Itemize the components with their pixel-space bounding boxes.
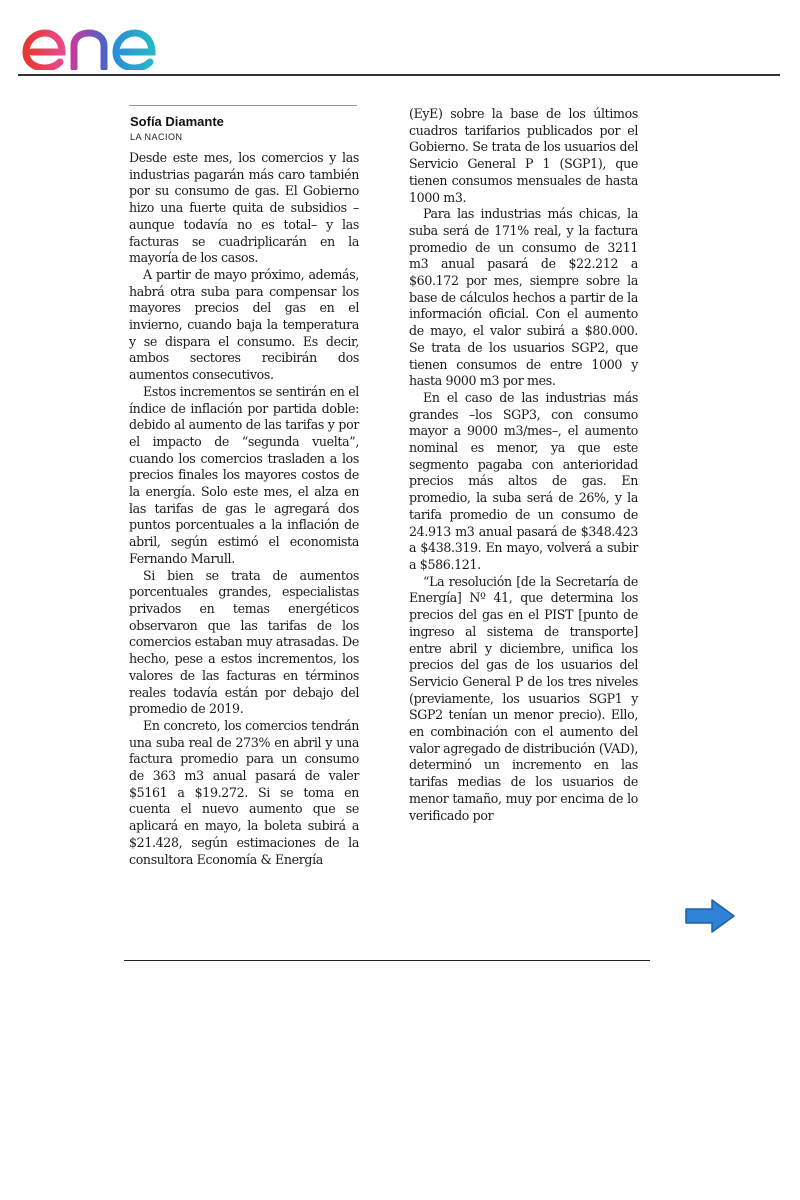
paragraph: En concreto, los comercios tendrán una suba real de 273% en abril y una factura promedio para un consumo de 363 m3 anual pasará de valer $5161 a $19.272. Si se toma en cuenta el nuevo aumento que se aplicará en mayo, la boleta subirá a $21.428, según estimaciones de la consultora Economía & Energía <box>129 717 359 867</box>
paragraph: “La resolución [de la Secretaría de Energía] Nº 41, que determina los precios del gas en el PIST [punto de ingreso al sistema de transporte] entre abril y diciembre, unifica los precios del gas de los usuarios del Servicio General P de los tres niveles (previamente, los usuarios SGP1 y SGP2 tenían un menor precio). Ello, en combinación con el aumento del valor agregado de distribución (VAD), determinó un incremento en las tarifas medias de los usuarios de menor tamaño, muy por encima de lo verificado por <box>409 573 638 823</box>
paragraph: Para las industrias más chicas, la suba será de 171% real, y la factura promedio de un consumo de 3211 m3 anual pasará de $22.212 a $60.172 por mes, siempre sobre la base de cálculos hechos a partir de la información oficial. Con el aumento de mayo, el valor subirá a $80.000. Se trata de los usuarios SGP2, que tienen consumos de entre 1000 y hasta 9000 m3 por mes. <box>409 206 638 389</box>
enel-logo <box>14 8 184 70</box>
article-column-2 <box>409 106 638 824</box>
footer-divider <box>124 960 650 961</box>
paragraph: Estos incrementos se sentirán en el índice de inflación por partida doble: debido al aumento de las tarifas y por el impacto de “segunda vuelta”, cuando los comercios trasladen a los precios finales los mayores costos de la energía. Solo este mes, el alza en las tarifas de gas le agregará dos puntos porcentuales a la inflación de abril, según estimó el economista Fernando Marull. <box>129 383 359 566</box>
byline-divider <box>129 105 357 106</box>
paragraph: Si bien se trata de aumentos porcentuales grandes, especialistas privados en temas energéticos observaron que las tarifas de los comercios estaban muy atrasadas. De hecho, pese a estos incrementos, los valores de las facturas en términos reales todavía están por debajo del promedio de 2019. <box>129 567 359 717</box>
arrow-right-icon[interactable] <box>684 898 736 934</box>
paragraph: A partir de mayo próximo, además, habrá otra suba para compensar los mayores precios del gas en el invierno, cuando baja la temperatura y se dispara el consumo. Es decir, ambos sectores recibirán dos aumentos consecutivos. <box>129 266 359 383</box>
paragraph: Desde este mes, los comercios y las industrias pagarán más caro también por su consumo de gas. El Gobierno hizo una fuerte quita de subsidios –aunque todavía no es total– y las facturas se cuadriplicarán en la mayoría de los casos. <box>129 150 359 266</box>
paragraph: En el caso de las industrias más grandes –los SGP3, con consumo mayor a 9000 m3/mes–, el aumento nominal es menor, ya que este segmento pagaba con anterioridad precios más altos de gas. En promedio, la suba será de 26%, y la tarifa promedio de un consumo de 24.913 m3 anual pasará de $348.423 a $438.319. En mayo, volverá a subir a $586.121. <box>409 389 638 572</box>
article-author: Sofía Diamante <box>130 114 224 129</box>
header-divider <box>18 74 780 76</box>
article-outlet: LA NACION <box>130 132 183 142</box>
paragraph: (EyE) sobre la base de los últimos cuadros tarifarios publicados por el Gobierno. Se trata de los usuarios del Servicio General P 1 (SGP1), que tienen consumos mensuales de hasta 1000 m3. <box>409 106 638 205</box>
article-column-1 <box>129 150 359 868</box>
